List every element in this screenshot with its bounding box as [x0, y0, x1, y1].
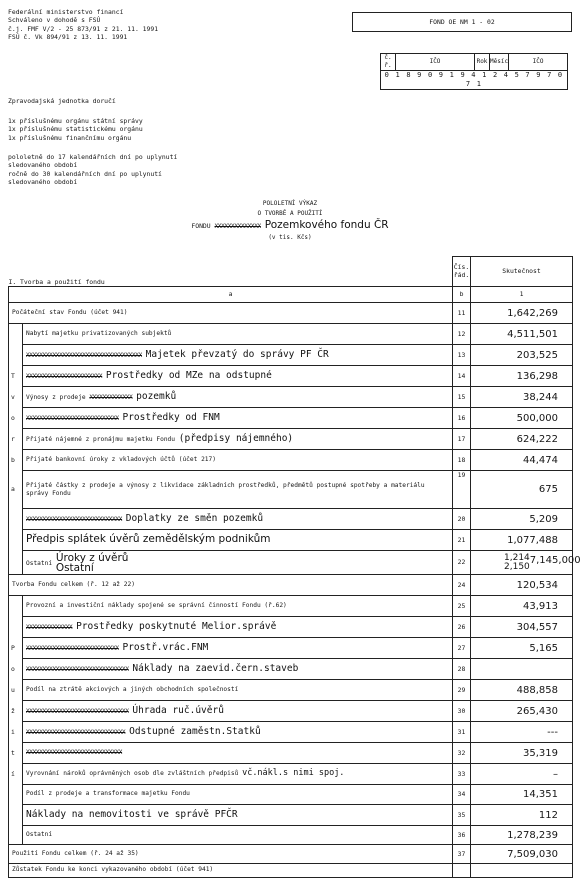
row-value: –	[471, 764, 573, 785]
row-number: 15	[453, 387, 471, 408]
table-row	[9, 324, 573, 345]
title-prefix: FONDU	[191, 222, 211, 230]
side-letter: o	[9, 408, 23, 429]
row-value: 1,278,239	[471, 826, 573, 845]
reporting-unit: Zpravodajská jednotka doručí	[8, 97, 116, 105]
handwritten-text: Prostředky od FNM	[122, 411, 220, 423]
code-header: Měsíc	[490, 54, 509, 71]
table-row	[9, 345, 573, 366]
table-row	[9, 659, 573, 680]
handwritten-text: Majetek převzatý do správy PF ČR	[145, 348, 329, 360]
row-number: 17	[453, 429, 471, 450]
row-label: Přijaté částky z prodeje a výnosy z likvidace základních prostředků, předmětů postupné spotřeby a materiálu správy Fondu	[23, 471, 453, 509]
sub-values	[504, 554, 530, 572]
sub-value: 2,150	[504, 561, 530, 572]
identification-code-grid	[380, 53, 568, 90]
row-number: 21	[453, 530, 471, 551]
row-number	[453, 864, 471, 878]
title-line-3	[0, 219, 580, 233]
row-number: 19	[453, 471, 471, 509]
row-label: Nabytí majetku privatizovaných subjektů	[23, 324, 453, 345]
side-letter	[9, 509, 23, 530]
row-value: 675	[471, 471, 573, 509]
row-number: 22	[453, 551, 471, 575]
code-digits: 0 1 8 9 0 9 1 9 4 1 2 4 5 7 9 7 0 7 1	[381, 70, 568, 89]
side-letter	[9, 826, 23, 845]
struck-text: XXXXXXXXXXXXXXXXXXXXXXXXXXXXX	[26, 515, 123, 523]
section-label: I. Tvorba a použití fondu	[8, 277, 105, 286]
struck-text: XXXXXXXXXXXXXXXXXXXXXXXXXXXX	[26, 644, 119, 652]
row-value	[471, 659, 573, 680]
row-label	[23, 551, 453, 575]
table-row	[9, 864, 573, 878]
deadline-line: sledovaného období	[8, 161, 78, 170]
table-row	[9, 303, 573, 324]
row-label	[23, 743, 453, 764]
row-value: 136,298	[471, 366, 573, 387]
handwritten-line: Ostatní	[55, 561, 94, 574]
row-value: 120,534	[471, 575, 573, 596]
recipient-line: 1x příslušnému statistickému orgánu	[8, 125, 143, 134]
recipient-line: 1x příslušnému finančnímu orgánu	[8, 133, 132, 142]
row-label	[23, 805, 453, 826]
row-value: 38,244	[471, 387, 573, 408]
table-row	[9, 366, 573, 387]
row-label: Zůstatek Fondu ke konci vykazovaného období (účet 941)	[9, 864, 453, 878]
row-value: 112	[471, 805, 573, 826]
table-row	[9, 743, 573, 764]
deadline-line: ročně do 30 kalendářních dní po uplynutí	[8, 169, 162, 178]
row-number: 28	[453, 659, 471, 680]
row-number: 11	[453, 303, 471, 324]
table-row	[9, 701, 573, 722]
row-value: 203,525	[471, 345, 573, 366]
row-label	[23, 366, 453, 387]
table-row	[9, 617, 573, 638]
row-label	[23, 638, 453, 659]
row-label: Ostatní	[23, 826, 453, 845]
row-value: 500,000	[471, 408, 573, 429]
table-row	[9, 387, 573, 408]
table-row	[9, 638, 573, 659]
recipients-list	[8, 117, 143, 142]
row-label: Přijaté bankovní úroky z vkladových účtů (účet 217)	[23, 450, 453, 471]
row-label	[23, 722, 453, 743]
side-letter: í	[9, 764, 23, 785]
deadlines	[8, 153, 177, 186]
table-row	[9, 845, 573, 864]
row-number: 16	[453, 408, 471, 429]
side-letter: i	[9, 722, 23, 743]
handwritten-text	[56, 553, 129, 573]
table-row	[9, 805, 573, 826]
struck-text: XXXXXXXXXXXXXXXXXXXXXXX	[26, 372, 103, 380]
struck-text: XXXXXXXXXXXXXXXXXXXXXXXXXXXXXXXXXXX	[26, 351, 142, 359]
row-value: 44,474	[471, 450, 573, 471]
col-header-value: Skutečnost	[471, 257, 573, 287]
handwritten-text: Úhrada ruč.úvěrů	[132, 704, 224, 716]
table-row	[9, 551, 573, 575]
row-value: 1,642,269	[471, 303, 573, 324]
issuer-line: č.j. FMF V/2 - 25 873/91 z 21. 11. 1991	[8, 24, 159, 33]
row-value: 43,913	[471, 596, 573, 617]
title-line-1: POLOLETNÍ VÝKAZ	[262, 200, 318, 207]
report-table	[8, 256, 581, 878]
table-row	[9, 530, 573, 551]
table-row	[9, 785, 573, 805]
row-number: 31	[453, 722, 471, 743]
code-header: IČO	[396, 54, 475, 71]
side-letter	[9, 324, 23, 345]
issuer-line: Schváleno v dohodě s FSÚ	[8, 16, 101, 25]
side-letter	[9, 551, 23, 575]
table-row	[9, 408, 573, 429]
handwritten-text: Prostř.vrác.FNM	[122, 641, 209, 653]
side-letter: v	[9, 387, 23, 408]
row-number: 34	[453, 785, 471, 805]
row-number: 18	[453, 450, 471, 471]
table-row	[9, 471, 573, 509]
struck-text: XXXXXXXXXXXXXX	[26, 623, 73, 631]
row-label	[23, 530, 453, 551]
row-value: 5,209	[471, 509, 573, 530]
deadline-line: sledovaného období	[8, 177, 78, 186]
row-value	[471, 864, 573, 878]
row-value: 14,351	[471, 785, 573, 805]
row-label	[23, 429, 453, 450]
handwritten-text: Doplatky ze směn pozemků	[125, 512, 264, 524]
handwritten-text: Prostředky od MZe na odstupné	[105, 369, 272, 381]
row-label: Podíl na ztrátě akciových a jiných obchodních společností	[23, 680, 453, 701]
table-row	[9, 722, 573, 743]
row-value: 265,430	[471, 701, 573, 722]
issuer-line: Federální ministerstvo financí	[8, 8, 124, 16]
row-label: Provozní a investiční náklady spojené se správní činností Fondu (ř.62)	[23, 596, 453, 617]
row-label: Použití Fondu celkem (ř. 24 až 35)	[9, 845, 453, 864]
row-number: 27	[453, 638, 471, 659]
table-row	[9, 575, 573, 596]
deadline-line: pololetně do 17 kalendářních dní po uplynutí	[8, 153, 178, 161]
row-value-main: 7,145,000	[529, 554, 581, 566]
side-letter	[9, 617, 23, 638]
struck-text: XXXXXXXXXXXXXXXXXXXXXXXXXXXXX	[26, 748, 123, 756]
row-value: 624,222	[471, 429, 573, 450]
issuer-block	[8, 8, 338, 41]
title-units: (v tis. Kčs)	[268, 234, 312, 241]
row-value: ---	[471, 722, 573, 743]
handwritten-text: pozemků	[136, 390, 177, 402]
table-row	[9, 764, 573, 785]
side-letter: P	[9, 638, 23, 659]
row-label	[23, 408, 453, 429]
struck-text: XXXXXXXXXXXXXXXXXXXXXXXXXXXXXXX	[26, 707, 129, 715]
handwritten-fund-name: Pozemkového fondu ČR	[264, 219, 389, 231]
row-number: 37	[453, 845, 471, 864]
side-letter: b	[9, 450, 23, 471]
row-label: Tvorba Fondu celkem (ř. 12 až 22)	[9, 575, 453, 596]
handwritten-text: (předpisy nájemného)	[178, 432, 294, 444]
row-value: 1,077,488	[471, 530, 573, 551]
table-row	[9, 450, 573, 471]
row-label-text: Přijaté nájemné z pronájmu majetku Fondu	[26, 435, 176, 443]
row-value: 488,858	[471, 680, 573, 701]
issuer-line: FSÚ č. Vk 894/91 z 13. 11. 1991	[8, 32, 128, 41]
struck-text: XXXXXXXXXXXXXXXXXXXXXXXXXXXXXXX	[26, 665, 129, 673]
col-letter-b: b	[453, 287, 471, 303]
row-label	[23, 617, 453, 638]
row-label-text: Vyrovnání nároků oprávněných osob dle zvláštních předpisů	[26, 770, 239, 778]
row-label	[23, 345, 453, 366]
struck-text: XXXXXXXXXXXXXXXXXXXXXXXXXXXX	[26, 414, 119, 422]
struck-text: XXXXXXXXXXXXX	[89, 393, 133, 401]
side-letter	[9, 785, 23, 805]
handwritten-line: Úroky z úvěrů	[55, 551, 129, 564]
row-value	[471, 551, 581, 575]
code-header: č. ř.	[381, 54, 396, 71]
col-header-row-number: Čís. řád.	[453, 257, 471, 287]
row-number: 20	[453, 509, 471, 530]
table-row	[9, 680, 573, 701]
side-letter: u	[9, 680, 23, 701]
row-number: 33	[453, 764, 471, 785]
row-label-text: Ostatní	[26, 559, 53, 567]
handwritten-text: Náklady na zaevid.čern.staveb	[132, 662, 299, 674]
side-letter: t	[9, 743, 23, 764]
row-label	[23, 764, 453, 785]
title-line-2: O TVORBĚ A POUŽITÍ	[257, 210, 323, 217]
col-letter-a: a	[9, 287, 453, 303]
side-letter: o	[9, 659, 23, 680]
row-number: 32	[453, 743, 471, 764]
row-value: 304,557	[471, 617, 573, 638]
side-letter	[9, 530, 23, 551]
struck-text: XXXXXXXXXXXXXXXXXXXXXXXXXXXXXX	[26, 728, 126, 736]
row-number: 35	[453, 805, 471, 826]
row-number: 12	[453, 324, 471, 345]
row-label	[23, 701, 453, 722]
row-label	[23, 659, 453, 680]
row-label: Počáteční stav Fondu (účet 941)	[9, 303, 453, 324]
row-number: 14	[453, 366, 471, 387]
row-value: 4,511,501	[471, 324, 573, 345]
recipient-line: 1x příslušnému orgánu státní správy	[8, 117, 143, 125]
side-letter: a	[9, 471, 23, 509]
row-value: 5,165	[471, 638, 573, 659]
row-value: 35,319	[471, 743, 573, 764]
row-value: 7,509,030	[471, 845, 573, 864]
handwritten-text: Náklady na nemovitosti ve správě PFČR	[26, 808, 238, 820]
table-row	[9, 596, 573, 617]
row-label-text: Výnosy z prodeje	[26, 393, 86, 401]
table-row	[9, 509, 573, 530]
row-number: 26	[453, 617, 471, 638]
row-number: 29	[453, 680, 471, 701]
side-letter	[9, 805, 23, 826]
row-label	[23, 509, 453, 530]
code-header: IČO	[509, 54, 568, 71]
handwritten-text: Předpis splátek úvěrů zemědělským podnikům	[26, 533, 271, 546]
sub-value: 1,214	[504, 552, 530, 563]
handwritten-text: vč.nákl.s nimi spoj.	[242, 768, 345, 779]
side-letter	[9, 345, 23, 366]
handwritten-text: Odstupné zaměstn.Statků	[129, 725, 261, 737]
table-row	[9, 826, 573, 845]
col-one: 1	[471, 287, 573, 303]
row-number: 13	[453, 345, 471, 366]
row-number: 30	[453, 701, 471, 722]
row-number: 36	[453, 826, 471, 845]
side-letter	[9, 596, 23, 617]
code-header: Rok	[475, 54, 490, 71]
table-row	[9, 429, 573, 450]
row-label	[23, 387, 453, 408]
row-number: 24	[453, 575, 471, 596]
handwritten-text: Prostředky poskytnuté Melior.správě	[76, 620, 277, 632]
row-number: 25	[453, 596, 471, 617]
side-letter: T	[9, 366, 23, 387]
side-letter: ž	[9, 701, 23, 722]
form-code-box: FOND OE NM 1 - 02	[352, 12, 572, 32]
side-letter: r	[9, 429, 23, 450]
struck-text: XXXXXXXXXXXXXX	[214, 223, 261, 230]
row-label: Podíl z prodeje a transformace majetku Fondu	[23, 785, 453, 805]
